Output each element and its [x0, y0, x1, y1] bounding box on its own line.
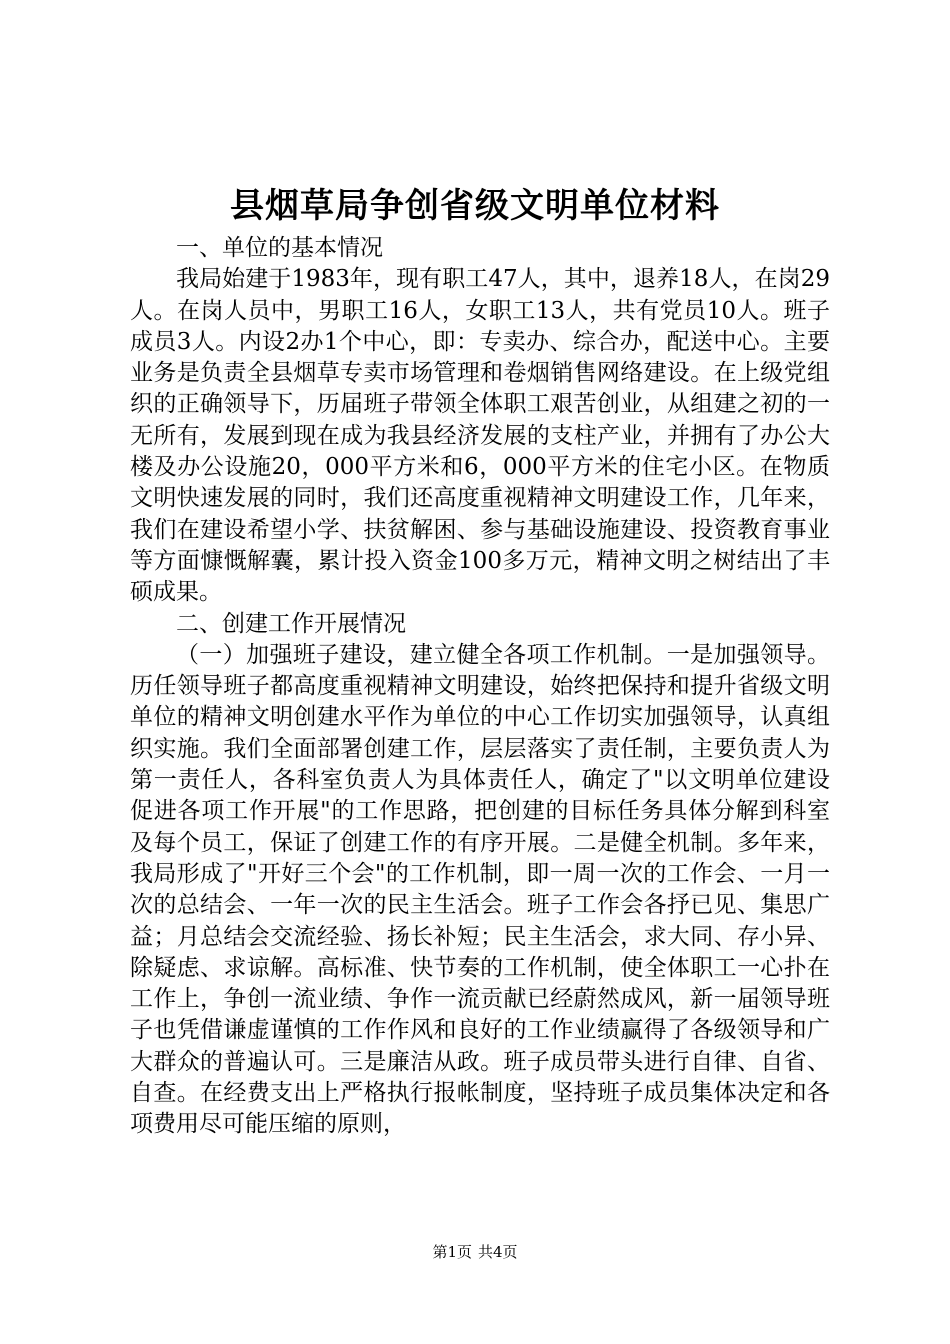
body-paragraph-2: （一）加强班子建设，建立健全各项工作机制。一是加强领导。历任领导班子都高度重视精神文明建设，始终把保持和提升省级文明单位的精神文明创建水平作为单位的中心工作切实加强领导，认真组织实施。我们全面部署创建工作，层层落实了责任制，主要负责人为第一责任人，各科室负责人为具体责任人，确定了"以文明单位建设促进各项工作开展"的工作思路，把创建的目标任务具体分解到科室及每个员工，保证了创建工作的有序开展。二是健全机制。多年来，我局形成了"开好三个会"的工作机制，即一周一次的工作会、一月一次的总结会、一年一次的民主生活会。班子工作会各抒已见、集思广益；月总结会交流经验、扬长补短；民主生活会，求大同、存小异、除疑虑、求谅解。高标准、快节奏的工作机制，使全体职工一心扑在工作上，争创一流业绩、争作一流贡献已经蔚然成风，新一届领导班子也凭借谦虚谨慎的工作作风和良好的工作业绩赢得了各级领导和广大群众的普遍认可。三是廉洁从政。班子成员带头进行自律、自省、自查。在经费支出上严格执行报帐制度，坚持班子成员集体决定和各项费用尽可能压缩的原则， — [130, 641, 830, 1138]
section-heading-1: 一、单位的基本情况 — [176, 235, 383, 261]
page-number: 第1页 — [432, 1243, 472, 1261]
body-paragraph-1: 我局始建于1983年，现有职工47人，其中，退养18人，在岗29人。在岗人员中，男职工16人，女职工13人，共有党员10人。班子成员3人。内设2办1个中心，即：专卖办、综合办，配送中心。主要业务是负责全县烟草专卖市场管理和卷烟销售网络建设。在上级党组织的正确领导下，历届班子带领全体职工艰苦创业，从组建之初的一无所有，发展到现在成为我县经济发展的支柱产业，并拥有了办公大楼及办公设施20，000平方米和6，000平方米的住宅小区。在物质文明快速发展的同时，我们还高度重视精神文明建设工作，几年来，我们在建设希望小学、扶贫解困、参与基础设施建设、投资教育事业等方面慷慨解囊，累计投入资金100多万元，精神文明之树结出了丰硕成果。 — [130, 266, 830, 606]
document-title: 县烟草局争创省级文明单位材料 — [230, 186, 720, 226]
section-heading-2: 二、创建工作开展情况 — [176, 610, 406, 637]
page-footer — [0, 1242, 950, 1262]
page-total: 共4页 — [478, 1243, 518, 1261]
document-body — [130, 233, 830, 1141]
